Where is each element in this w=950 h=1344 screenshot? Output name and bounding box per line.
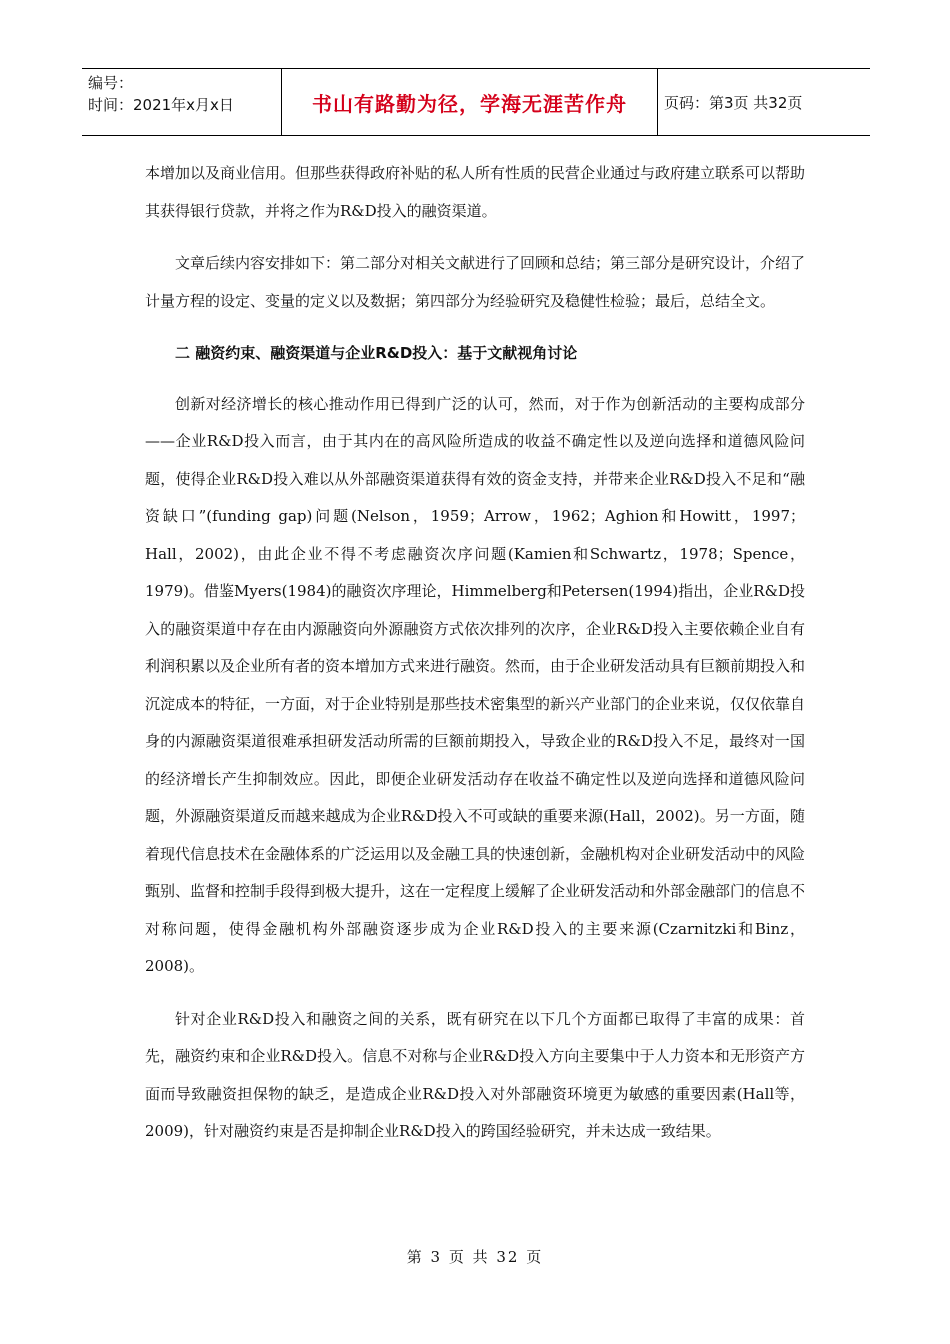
page-footer: 第 3 页 共 32 页 [406, 1248, 544, 1266]
header-number: 编号： [88, 74, 134, 92]
section-heading: 二 融资约束、融资渠道与企业R&D投入：基于文献视角讨论 [175, 344, 578, 362]
header-page-code: 页码：第3页 共32页 [664, 93, 803, 112]
paragraph: 文章后续内容安排如下：第二部分对相关文献进行了回顾和总结；第三部分是研究设计，介绍了计量方程的设定、变量的定义以及数据；第四部分为经验研究及稳健性检验；最后，总结全文。 [145, 254, 806, 310]
header-time: 时间：2021年x月x日 [88, 96, 234, 114]
paragraph: 针对企业R&D投入和融资之间的关系，既有研究在以下几个方面都已取得了丰富的成果：首先，融资约束和企业R&D投入。信息不对称与企业R&D投入方向主要集中于人力资本和无形资产方面而导致融资担保物的缺乏，是造成企业R&D投入对外部融资环境更为敏感的重要因素(Hall等，2009)，针对融资约束是否是抑制企业R&D投入的跨国经验研究，并未达成一致结果。 [145, 1009, 805, 1140]
page-header [82, 68, 870, 136]
header-info-cell [82, 69, 282, 135]
header-motto: 书山有路勤为径，学海无涯苦作舟 [282, 69, 658, 135]
body-text [145, 155, 805, 1166]
paragraph: 创新对经济增长的核心推动作用已得到广泛的认可，然而，对于作为创新活动的主要构成部分——企业R&D投入而言，由于其内在的高风险所造成的收益不确定性以及逆向选择和道德风险问题，使得企业R&D投入难以从外部融资渠道获得有效的资金支持，并带来企业R&D投入不足和“融资缺口”(funding gap)问题(Nelson，1959；Arrow，1962；Aghion和Howitt，1997；Hall，2002)，由此企业不得不考虑融资次序问题(Kamien和Schwartz，1978；Spence，1979)。借鉴Myers(1984)的融资次序理论，Himmelberg和Petersen(1994)指出，企业R&D投入的融资渠道中存在由内源融资向外源融资方式依次排列的次序，企业R&D投入主要依赖企业自有利润积累以及企业所有者的资本增加方式来进行融资。然而，由于企业研发活动具有巨额前期投入和沉淀成本的特征，一方面，对于企业特别是那些技术密集型的新兴产业部门的企业来说，仅仅依靠自身的内源融资渠道很难承担研发活动所需的巨额前期投入，导致企业的R&D投入不足，最终对一国的经济增长产生抑制效应。因此，即便企业研发活动存在收益不确定性以及逆向选择和道德风险问题，外源融资渠道反而越来越成为企业R&D投入不可或缺的重要来源(Hall，2002)。另一方面，随着现代信息技术在金融体系的广泛运用以及金融工具的快速创新，金融机构对企业研发活动中的风险甄别、监督和控制手段得到极大提升，这在一定程度上缓解了企业研发活动和外部金融部门的信息不对称问题，使得金融机构外部融资逐步成为企业R&D投入的主要来源(Czarnitzki和Binz，2008)。 [145, 394, 806, 975]
paragraph: 本增加以及商业信用。但那些获得政府补贴的私人所有性质的民营企业通过与政府建立联系可以帮助其获得银行贷款，并将之作为R&D投入的融资渠道。 [145, 164, 806, 220]
